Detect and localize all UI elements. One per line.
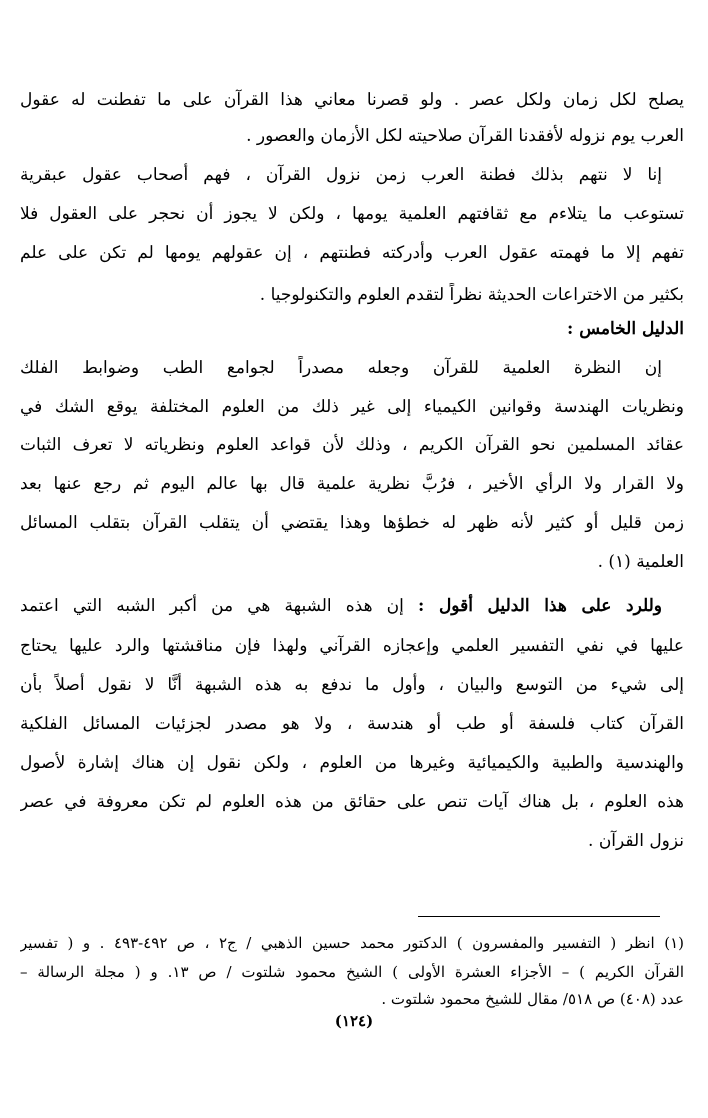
paragraph-line: والهندسية والطبية والكيميائية وغيرها من العلوم ، ولكن نقول إن هناك إشارة لأصول: [20, 753, 684, 773]
paragraph-line: زمن قليل أو كثير لأنه ظهر له خطؤها وهذا يقتضي أن يتقلب القرآن بتقلب المسائل: [20, 513, 684, 533]
paragraph-line: يصلح لكل زمان ولكل عصر . ولو قصرنا معاني هذا القرآن على ما تفطنت له عقول: [20, 90, 684, 110]
paragraph-line: العلمية (١) .: [597, 552, 684, 572]
paragraph-line: إنا لا نتهم بذلك فطنة العرب زمن نزول القرآن ، فهم أصحاب عقول عبقرية: [20, 165, 662, 185]
footnote-separator: [418, 916, 660, 917]
footnote-line: القرآن الكريم ) – الأجزاء العشرة الأولى ) الشيخ محمود شلتوت / ص ١٣. و ( مجلة الرسالة –: [20, 963, 684, 981]
paragraph-line: تستوعب ما يتلاءم مع ثقافتهم العلمية يومها ، ولكن لا يجوز أن نحجر على العقول فلا: [20, 204, 684, 224]
footnote-line: (١) انظر ( التفسير والمفسرون ) الدكتور محمد حسين الذهبي / ج٢ ، ص ٤٩٢-٤٩٣ . و ( تفسير: [20, 934, 684, 952]
reply-first-line: [20, 594, 662, 620]
paragraph-line: عقائد المسلمين نحو القرآن الكريم ، وذلك لأن قواعد العلوم ونظرياته لا تعرف الثبات: [20, 435, 684, 455]
paragraph-line: بكثير من الاختراعات الحديثة نظراً لتقدم العلوم والتكنولوجيا .: [259, 285, 684, 305]
page-number: (١٢٤): [334, 1012, 374, 1030]
paragraph-line: هذه العلوم ، بل هناك آيات تنص على حقائق من هذه العلوم لم تكن معروفة في عصر: [20, 792, 684, 812]
paragraph-line: ولا القرار ولا الرأي الأخير ، فرُبَّ نظرية علمية قال بها عالم اليوم ثم رجع عنها بعد: [20, 474, 684, 494]
footnote-line: عدد (٤٠٨) ص ٥١٨/ مقال للشيخ محمود شلتوت .: [381, 990, 684, 1008]
paragraph-line: تفهم إلا ما فهمته عقول العرب وأدركته فطنتهم ، إن عقولهم يومها لم تكن على علم: [20, 243, 684, 263]
paragraph-line: ونظريات الهندسة وقوانين الكيمياء إلى غير ذلك من العلوم المختلفة يوقع الشك في: [20, 397, 684, 417]
paragraph-line: العرب يوم نزوله لأفقدنا القرآن صلاحيته لكل الأزمان والعصور .: [246, 126, 684, 146]
paragraph-line: إن النظرة العلمية للقرآن وجعله مصدراً لجوامع الطب وضوابط الفلك: [20, 358, 662, 378]
section-heading: الدليل الخامس :: [567, 319, 684, 339]
paragraph-line: القرآن كتاب فلسفة أو طب أو هندسة ، ولا هو مصدر لجزئيات المسائل الفلكية: [20, 714, 684, 734]
reply-lead: وللرد على هذا الدليل أقول :: [418, 596, 662, 616]
paragraph-line: إلى شيء من التوسع والبيان ، وأول ما ندفع به هذه الشبهة أنَّا لا نقول أصلاً بأن: [20, 675, 684, 695]
reply-first-rest: إن هذه الشبهة هي من أكبر الشبه التي اعتمد: [20, 596, 404, 616]
paragraph-line: عليها في نفي التفسير العلمي وإعجازه القرآني ولهذا فإن مناقشتها والرد عليها يحتاج: [20, 636, 684, 656]
paragraph-line: نزول القرآن .: [588, 831, 684, 851]
